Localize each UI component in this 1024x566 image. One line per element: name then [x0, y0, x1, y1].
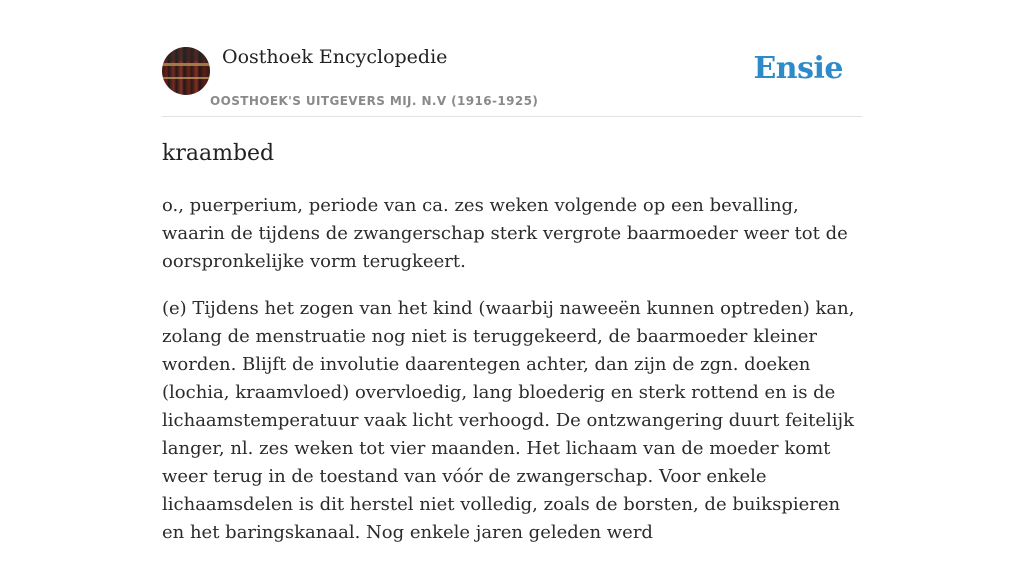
entry-content [162, 192, 862, 566]
site-title[interactable]: Oosthoek Encyclopedie [222, 46, 448, 68]
header [162, 0, 862, 117]
entry-title: kraambed [162, 141, 275, 166]
entry-paragraph: o., puerperium, periode van ca. zes weken volgende op een bevalling, waarin de tijdens de zwangerschap sterk vergrote baarmoeder weer tot de oorspronkelijke vorm terugkeert. [162, 195, 848, 272]
publisher-label: OOSTHOEK'S UITGEVERS MIJ. N.V (1916-1925) [210, 94, 539, 108]
logo-band [162, 77, 210, 79]
ensie-brand-link[interactable]: Ensie [753, 51, 843, 86]
entry-paragraph: (e) Tijdens het zogen van het kind (waarbij naweeën kunnen optreden) kan, zolang de menstruatie nog niet is teruggekeerd, de baarmoeder kleiner worden. Blijft de involutie daarentegen achter, dan zijn de zgn. doeken (lochia, kraamvloed) overvloedig, lang bloederig en sterk rottend en is de lichaamstemperatuur vaak licht verhoogd. De ontzwangering duurt feitelijk langer, nl. zes weken tot vier maanden. Het lichaam van de moeder komt weer terug in de toestand van vóór de zwangerschap. Voor enkele lichaamsdelen is dit herstel niet volledig, zoals de borsten, de buikspieren en het baringskanaal. Nog enkele jaren geleden werd [162, 298, 855, 543]
logo-shade [162, 47, 210, 61]
logo-band [162, 63, 210, 66]
encyclopedia-logo[interactable] [162, 47, 210, 95]
page [162, 0, 862, 543]
